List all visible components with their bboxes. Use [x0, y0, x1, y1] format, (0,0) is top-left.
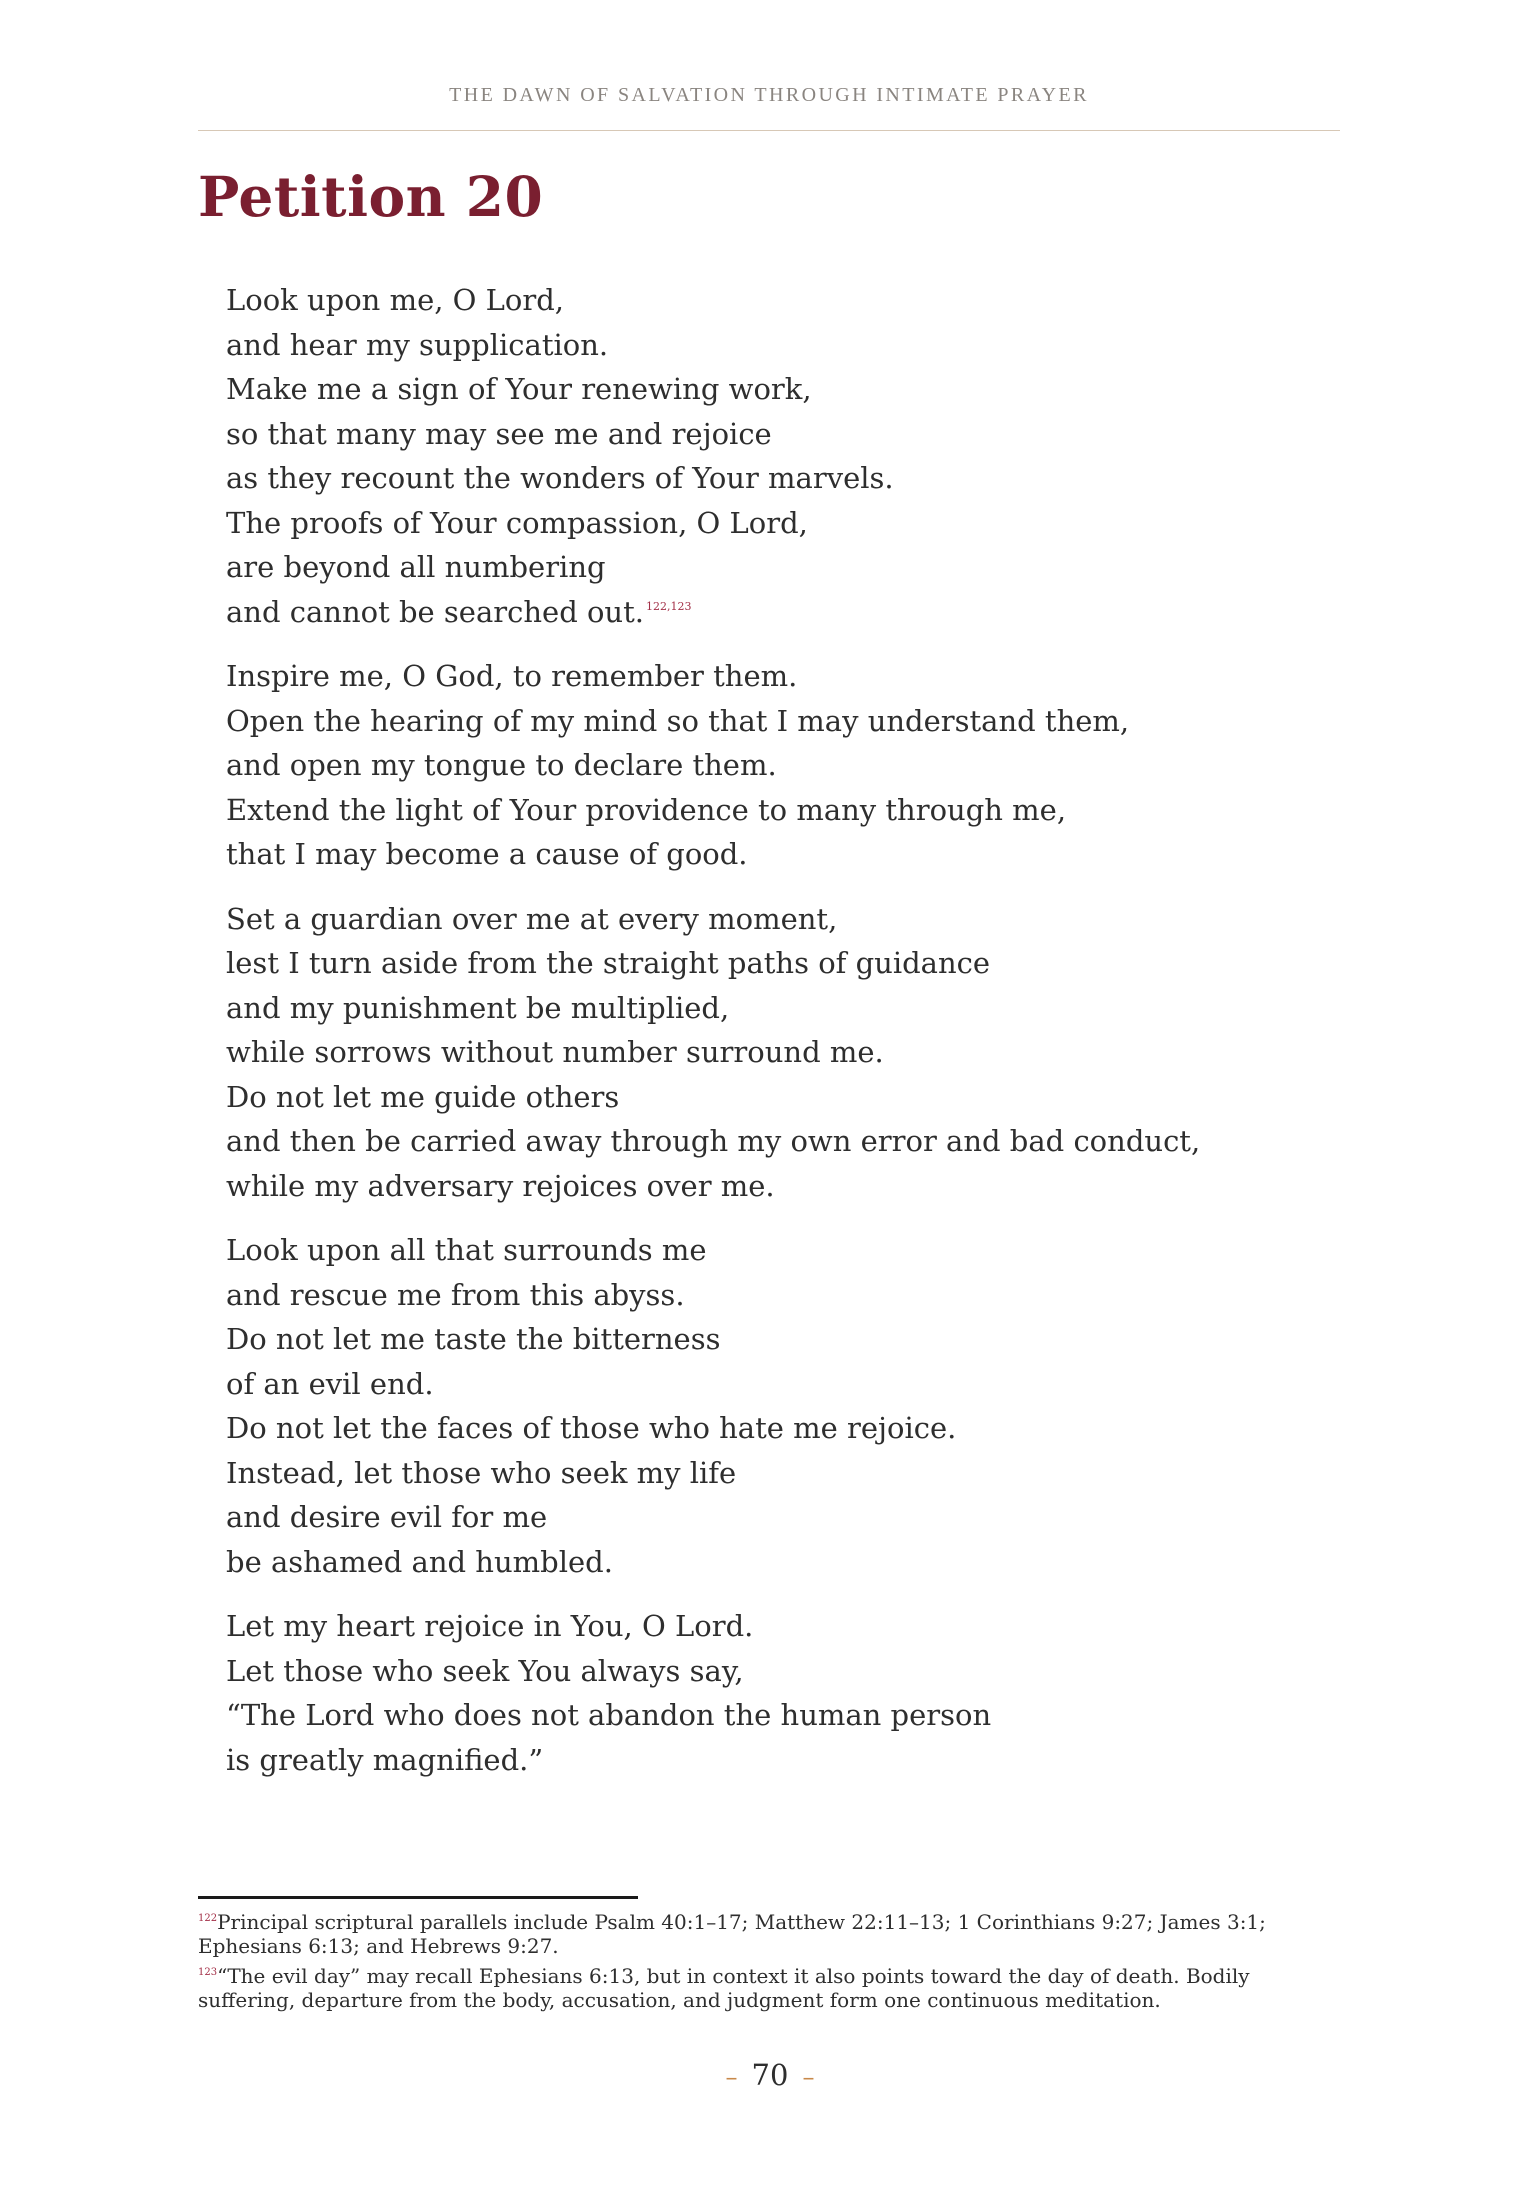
poem-line: Look upon all that surrounds me — [226, 1233, 707, 1267]
poem-line: Open the hearing of my mind so that I may understand them, — [226, 703, 1130, 738]
poem-line: Make me a sign of Your renewing work, — [226, 372, 812, 406]
poem-line: and rescue me from this abyss. — [226, 1277, 685, 1312]
poem-line: Look upon me, O Lord, — [226, 283, 565, 317]
poem-line: Set a guardian over me at every moment, — [226, 901, 838, 936]
running-header: THE DAWN OF SALVATION THROUGH INTIMATE PRAYER — [449, 84, 1089, 106]
poem-line: that I may become a cause of good. — [226, 837, 748, 871]
stanza-4 — [226, 1228, 1326, 1584]
footnotes — [198, 1910, 1318, 2018]
poem-line: lest I turn aside from the straight paths of guidance — [226, 946, 991, 980]
stanza-1 — [226, 278, 1326, 634]
poem-line: Do not let me guide others — [226, 1079, 620, 1114]
poem-line: Do not let the faces of those who hate me rejoice. — [226, 1411, 957, 1445]
poem-line: are beyond all numbering — [226, 550, 606, 584]
poem-body — [226, 278, 1326, 1802]
poem-line: The proofs of Your compassion, O Lord, — [226, 505, 808, 540]
poem-line: so that many may see me and rejoice — [226, 416, 772, 451]
footnote-rule — [198, 1896, 638, 1899]
footnote-reference[interactable]: 122,123 — [645, 599, 692, 613]
poem-line: as they recount the wonders of Your marvels. — [226, 461, 894, 495]
poem-line: while my adversary rejoices over me. — [226, 1168, 775, 1203]
footnote-123 — [198, 1964, 1318, 2012]
poem-line: of an evil end. — [226, 1366, 434, 1401]
poem-line: Inspire me, O God, to remember them. — [226, 659, 798, 693]
page-number: 70 — [751, 2058, 789, 2092]
dash-right: – — [802, 2063, 815, 2091]
footnote-number: 123 — [198, 1967, 218, 1978]
poem-line — [226, 590, 1326, 635]
poem-line: and desire evil for me — [226, 1500, 548, 1534]
poem-line: Do not let me taste the bitterness — [226, 1322, 721, 1356]
page-footer — [0, 2058, 1540, 2092]
poem-line: while sorrows without number surround me. — [226, 1035, 884, 1069]
poem-line: Instead, let those who seek my life — [226, 1455, 737, 1490]
poem-line: “The Lord who does not abandon the human person — [226, 1698, 992, 1732]
stanza-5 — [226, 1604, 1326, 1782]
footnote-122 — [198, 1910, 1318, 1958]
poem-line: and my punishment be multiplied, — [226, 990, 730, 1025]
poem-line: Extend the light of Your providence to many through me, — [226, 792, 1067, 827]
poem-line: is greatly magnified.” — [226, 1742, 544, 1777]
poem-line: be ashamed and humbled. — [226, 1544, 613, 1579]
footnote-text: Principal scriptural parallels include Psalm 40:1–17; Matthew 22:11–13; 1 Corinthians 9:27; James 3:1; Ephesians 6:13; and Hebrews 9:27. — [198, 1910, 1266, 1958]
poem-line: Let those who seek You always say, — [226, 1653, 744, 1688]
poem-line: and hear my supplication. — [226, 327, 609, 362]
poem-line-text: and cannot be searched out. — [226, 594, 644, 629]
poem-line: and then be carried away through my own error and bad conduct, — [226, 1124, 1201, 1158]
page-title: Petition 20 — [198, 164, 544, 229]
stanza-3 — [226, 897, 1326, 1209]
poem-line: and open my tongue to declare them. — [226, 748, 777, 782]
poem-line: Let my heart rejoice in You, O Lord. — [226, 1609, 754, 1643]
stanza-2 — [226, 654, 1326, 877]
footnote-text: “The evil day” may recall Ephesians 6:13, but in context it also points toward the day of death. Bodily suffering, departure from the body, accusation, and judgment form one continuous meditation. — [198, 1964, 1250, 2012]
footnote-number: 122 — [198, 1913, 218, 1924]
dash-left: – — [725, 2063, 738, 2091]
header-rule — [198, 130, 1340, 131]
